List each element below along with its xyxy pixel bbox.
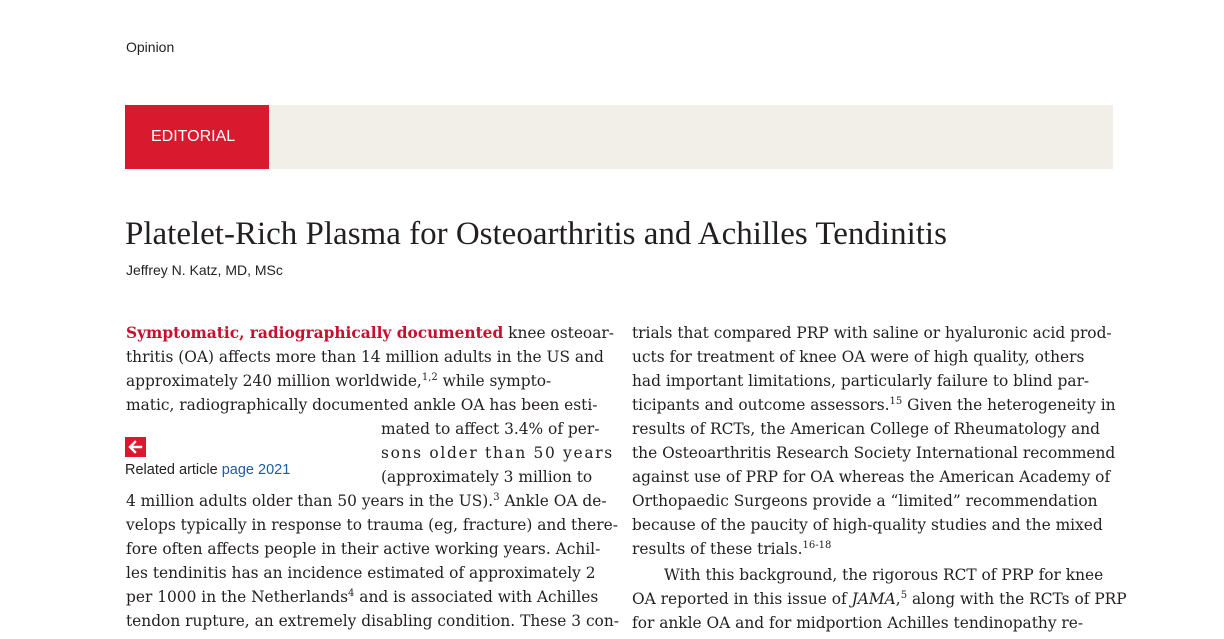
body-line: With this background, the rigorous RCT of PRP for knee <box>664 566 1104 584</box>
body-line: tendon rupture, an extremely disabling condition. These 3 con- <box>126 612 619 630</box>
body-line: per 1000 in the Netherlands$^4$ and is associated with Achilles <box>126 588 599 606</box>
body-line: against use of PRP for OA whereas the American Academy of <box>632 468 1111 486</box>
section-label: Opinion <box>126 39 175 55</box>
body-line: 4 million adults older than 50 years in the US).$^3$ Ankle OA de- <box>126 492 607 510</box>
citation-ref[interactable]: 4 <box>348 588 355 599</box>
body-line: trials that compared PRP with saline or hyaluronic acid prod- <box>632 324 1112 342</box>
citation-ref[interactable]: 5 <box>900 590 908 601</box>
lead-in: Symptomatic, radiographically documented <box>126 324 504 342</box>
citation-ref[interactable]: 3 <box>493 492 500 503</box>
body-line: approximately 240 million worldwide,$^{1,2}$ while sympto- <box>126 372 552 390</box>
body-line: because of the paucity of high-quality studies and the mixed <box>632 516 1103 534</box>
body-line: the Osteoarthritis Research Society International recommend <box>632 444 1116 462</box>
body-line: matic, radiographically documented ankle OA has been esti- <box>126 396 598 414</box>
body-line: ticipants and outcome assessors.$^{15}$ Given the heterogeneity in <box>632 396 1116 414</box>
journal-name: JAMA <box>851 590 896 608</box>
citation-ref[interactable]: 15 <box>889 396 903 407</box>
editorial-banner <box>125 105 1113 169</box>
body-line: Symptomatic, radiographically documented knee osteoar- <box>126 324 614 342</box>
citation-ref[interactable]: 16-18 <box>802 540 832 551</box>
body-line: ucts for treatment of knee OA were of high quality, others <box>632 348 1085 366</box>
body-line: fore often affects people in their active working years. Achil- <box>126 540 601 558</box>
related-article-link[interactable]: page 2021 <box>221 462 291 478</box>
body-line: for ankle OA and for midportion Achilles tendinopathy re- <box>632 614 1084 632</box>
body-line: thritis (OA) affects more than 14 million adults in the US and <box>126 348 604 366</box>
article-author: Jeffrey N. Katz, MD, MSc <box>126 262 283 278</box>
body-line: OA reported in this issue of JAMA,$^5$ along with the RCTs of PRP <box>632 590 1127 608</box>
citation-ref[interactable]: 1,2 <box>421 372 438 383</box>
article-type-tag: EDITORIAL <box>125 105 269 169</box>
body-line: mated to affect 3.4% of per- <box>381 420 600 438</box>
body-line: results of RCTs, the American College of Rheumatology and <box>632 420 1101 438</box>
related-article: Related article page 2021 <box>125 462 291 478</box>
article-title: Platelet-Rich Plasma for Osteoarthritis and Achilles Tendinitis <box>125 216 947 252</box>
body-line: results of these trials.$^{16-18}$ <box>632 540 832 558</box>
body-line: had important limitations, particularly failure to blind par- <box>632 372 1090 390</box>
body-line: (approximately 3 million to <box>381 468 593 486</box>
related-article-arrow-icon[interactable] <box>125 437 146 457</box>
body-line: Orthopaedic Surgeons provide a “limited” recommendation <box>632 492 1098 510</box>
body-line: velops typically in response to trauma (eg, fracture) and there- <box>126 516 618 534</box>
body-line: les tendinitis has an incidence estimated of approximately 2 <box>126 564 596 582</box>
body-line: sons older than 50 years <box>381 444 614 462</box>
